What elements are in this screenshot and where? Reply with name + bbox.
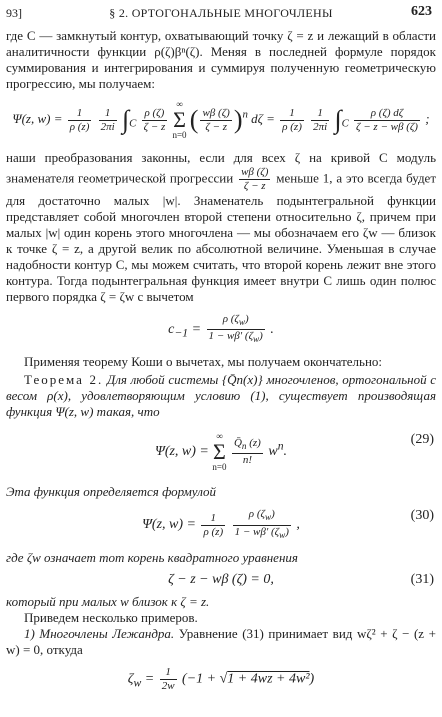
page-header (6, 4, 436, 22)
header-section-ref: 93] (6, 6, 22, 20)
page-body (6, 28, 436, 701)
paragraph-7: Приведем несколько примеров. (24, 609, 198, 625)
legendre-heading: 1) Многочлены Лежандра. (24, 625, 175, 641)
paragraph-2 (6, 150, 436, 305)
equation-psi-integral: Ψ(z, w) = $\frac{1}{\rho (z)}$ $\frac{1}{2\pi i}$ $\int_C$ $\frac{\rho (\zeta)}{\zeta - z}$ ∞ Σ n=0 ( $\frac{w\beta (\zeta)}{\zeta - z}$ )$^n$ dζ = $\frac{1}{\rho (z)}$ $\frac{1}{2\pi i}$ $\int_C$ $\frac{\rho (\zeta) d\zeta}{\zeta - z - w\beta (\zeta)}$ ; (12, 99, 430, 140)
paragraph-4: Эта функция определяется формулой (6, 484, 217, 500)
equation-29-number: (29) (410, 432, 434, 448)
page-number: 623 (411, 4, 432, 19)
equation-31: ζ − z − wβ (ζ) = 0, (31) (168, 571, 434, 587)
paragraph-5: где ζw означает тот корень квадратного уравнения (6, 549, 298, 565)
paragraph-3: Применяя теорему Коши о вычетах, мы получаем окончательно: (24, 354, 383, 370)
theorem-body: Для любой системы {Q̄n(x)} многочленов, ортогональной с весом ρ(x), удовлетворяющим условию (1), существует производящая функция Ψ(z, w) такая, что (6, 372, 436, 420)
paragraph-8 (6, 626, 436, 658)
header-title: § 2. ОРТОГОНАЛЬНЫЕ МНОГОЧЛЕНЫ (109, 6, 333, 20)
equation-31-number: (31) (410, 571, 434, 587)
equation-residue: $c_{-1}$ = $\frac{\rho (\zeta_w)}{1 - w\beta' (\zeta_w)}$ . (168, 313, 274, 345)
paragraph-2b: меньше 1, а это всегда будет для достаточно малых |w|. Знаменатель подынтегральной функции представляет собой многочлен второй степени относительно ζ, причем при малых |w| один корень этого многочлена — мы обозначаем его ζw — близок к точке ζ = z, а другой велик по абсолютной величине. Уменьшая в случае надобности контур C, мы можем считать, что второй корень лежит вне этого контура. Тогда подынтегральная функция имеет внутри C лишь один полюс первого порядка ζ = ζw с вычетом (6, 170, 437, 304)
paragraph-2a: наши преобразования законны, если для всех ζ на кривой C модуль знаменателя геометрической прогрессии (6, 150, 436, 186)
ratio-fraction: $\frac{w\beta (\zeta)}{\zeta - z}$ (241, 166, 269, 192)
paragraph-6: который при малых w близок к ζ = z. (6, 593, 210, 609)
equation-30: Ψ(z, w) = $\frac{1}{\rho (z)}$ $\frac{\rho (\zeta_w)}{1 - w\beta' (\zeta_w)}$ , (30) (142, 508, 434, 540)
theorem-2 (6, 372, 436, 420)
equation-29: Ψ(z, w) = ∞ Σ n=0 $\frac{Q̄_n (z)}{n!}$ $w^n$. (29) (154, 431, 434, 473)
equation-30-number: (30) (410, 508, 434, 524)
legendre-text: Уравнение (31) принимает вид wζ² + ζ − (z + w) = 0, откуда (6, 625, 436, 657)
paragraph-1: где C — замкнутый контур, охватывающий точку ζ = z и лежащий в области аналитичности функции ρ(ζ)βⁿ(ζ). Меняя в последней формуле порядок суммирования и интегрирования и суммируя полученную геометрическую прогрессию, мы получаем: (6, 28, 436, 91)
equation-zeta-w: $\zeta_w$ = $\frac{1}{2w}$ (−1 + √1 + 4wz + 4w²) (127, 665, 315, 692)
theorem-label: Теорема 2. (24, 372, 104, 388)
